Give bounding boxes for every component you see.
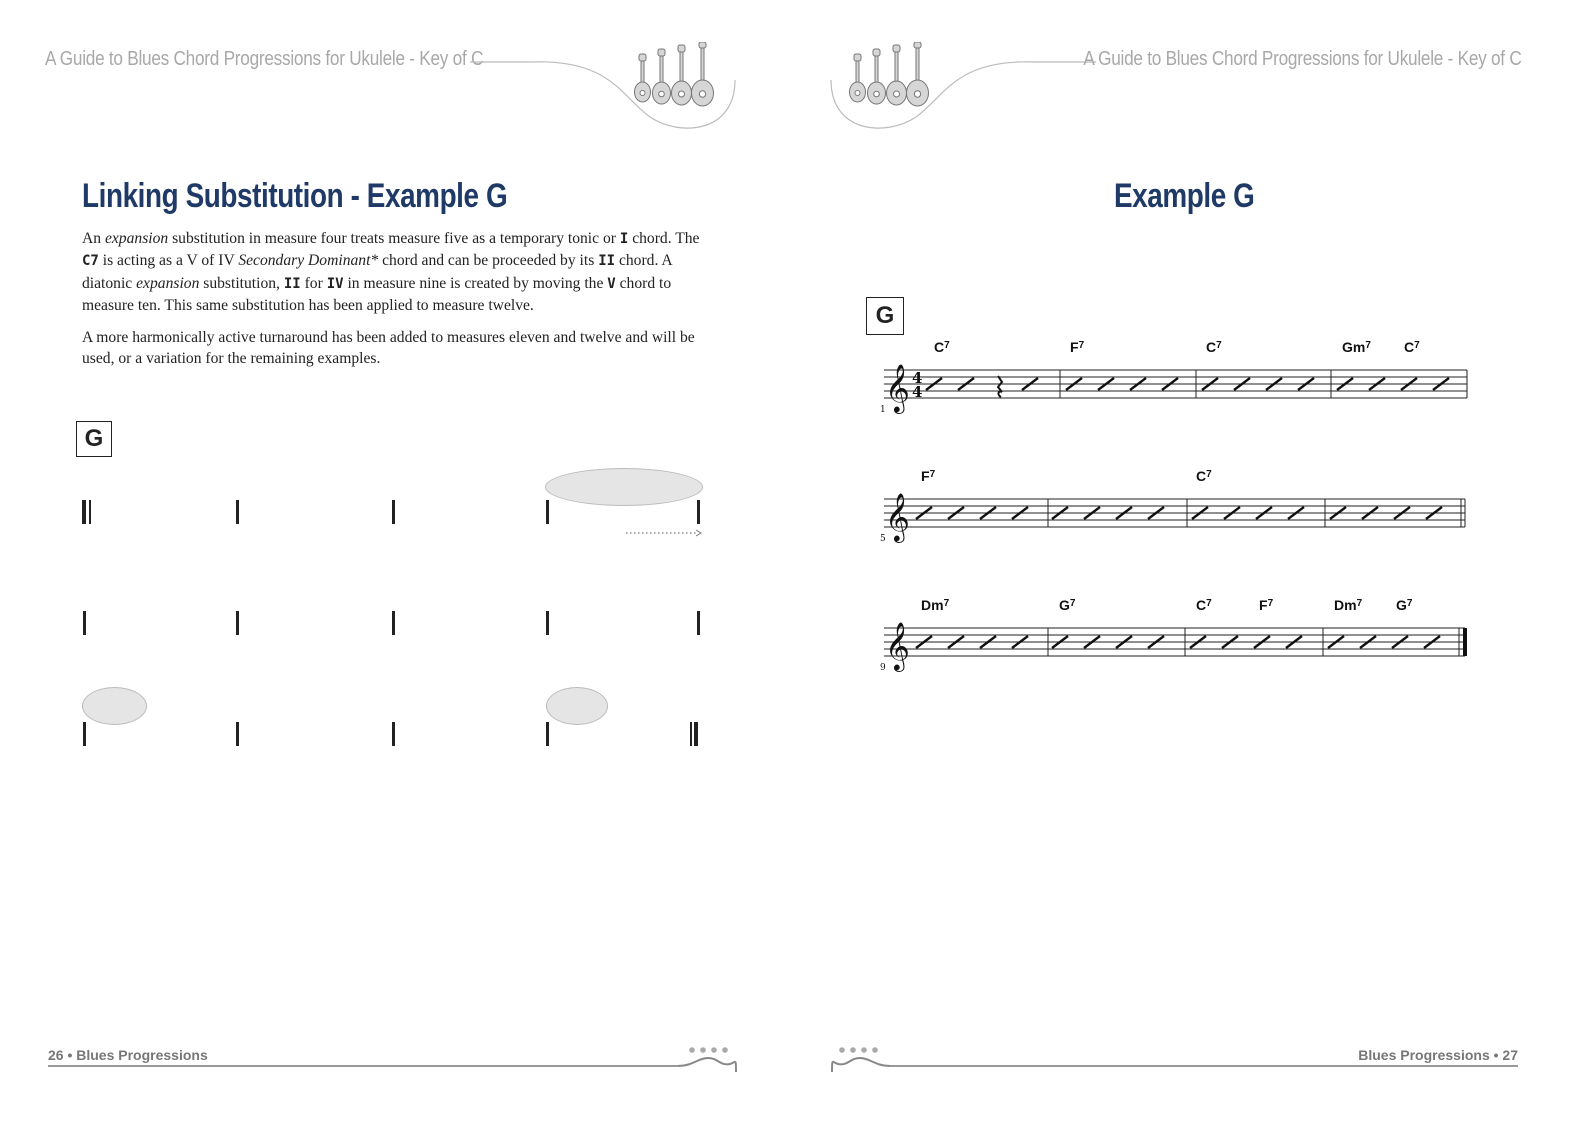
text-segment: substitution,: [199, 274, 284, 292]
quarter-rest-icon: [998, 376, 1002, 397]
page-title: Linking Substitution - Example G: [82, 177, 508, 215]
chord-root: C: [1206, 339, 1217, 355]
chord-extension: 7: [1069, 598, 1076, 609]
chord-symbol: [1196, 468, 1212, 484]
chord-root: Dm: [1334, 597, 1357, 613]
chord-extension: 7: [943, 598, 950, 609]
treble-clef-icon: 𝄞: [885, 492, 910, 541]
chord-symbol: [1259, 597, 1274, 613]
text-segment: II: [598, 253, 616, 270]
chord-extension: 7: [944, 340, 950, 351]
chord-extension: 7: [1206, 469, 1212, 480]
wave-decoration: [48, 1044, 740, 1074]
text-segment: in measure nine is created by moving the: [343, 274, 608, 292]
text-segment: I: [619, 231, 629, 247]
chord-symbol: [1334, 597, 1363, 613]
example-label-box: G: [76, 421, 112, 457]
text-segment: IV: [326, 275, 344, 292]
chord-symbol: [934, 339, 950, 355]
measure-number: 5: [880, 534, 886, 544]
measure-number: 9: [880, 663, 886, 673]
text-segment: II: [283, 275, 301, 292]
chord-root: C: [1196, 597, 1207, 613]
chord-extension: 7: [1356, 598, 1363, 609]
chord-extension: 7: [1365, 340, 1371, 351]
treble-clef-icon: 𝄞: [885, 621, 910, 670]
chord-symbol: [1059, 597, 1076, 613]
text-segment: C7: [82, 253, 99, 270]
chord-symbol: [921, 597, 950, 613]
header-title-left: A Guide to Blues Chord Progressions for Ukulele - Key of C: [45, 48, 484, 70]
footer-left: 26 • Blues Progressions: [48, 1047, 208, 1063]
paragraph-2: A more harmonically active turnaround has been added to measures eleven and twelve and will be used, or a variation for the remaining examples.: [82, 328, 695, 368]
text-segment: is acting as a V of IV: [98, 252, 239, 270]
example-label-box-right: G: [866, 297, 904, 335]
text-segment: An: [82, 230, 105, 247]
text-segment: expansion: [104, 230, 169, 247]
chord-root: C: [1404, 339, 1415, 355]
chord-root: F: [1070, 339, 1079, 355]
footer-right: Blues Progressions • 27: [1358, 1047, 1518, 1063]
text-segment: expansion: [136, 274, 200, 292]
text-segment: chord and can be proceeded by its: [378, 252, 599, 270]
chord-root: Dm: [921, 597, 944, 613]
chord-symbol: [1396, 597, 1413, 613]
measure-number: 1: [880, 405, 886, 415]
chord-extension: 7: [1206, 598, 1212, 609]
chord-symbol: [1342, 339, 1371, 355]
chord-extension: 7: [1267, 598, 1274, 609]
chord-root: F: [1259, 597, 1268, 613]
chord-root: Gm: [1342, 339, 1366, 355]
time-signature: 4: [912, 369, 923, 387]
example-title: Example G: [1114, 177, 1255, 215]
text-segment: chord. The: [628, 230, 700, 247]
text-segment: Secondary Dominant*: [238, 252, 379, 270]
chord-symbol: [1206, 339, 1222, 355]
text-segment: V: [607, 275, 616, 292]
time-signature: 4: [912, 383, 923, 401]
chord-symbol: [1404, 339, 1420, 355]
chord-root: C: [1196, 468, 1207, 484]
chord-root: G: [1059, 597, 1070, 613]
text-segment: substitution in measure four treats measure five as a temporary tonic or: [168, 230, 620, 247]
chord-extension: 7: [1216, 340, 1222, 351]
text-segment: for: [300, 274, 327, 292]
chord-symbol: [921, 468, 936, 484]
header-title-right: A Guide to Blues Chord Progressions for Ukulele - Key of C: [1083, 48, 1522, 70]
chord-extension: 7: [1078, 340, 1085, 351]
chord-root: C: [934, 339, 945, 355]
chord-symbol: [1070, 339, 1085, 355]
text-segment: chord to measure ten. This same substitution has been applied to measure twelve.: [82, 274, 672, 315]
chord-symbol: [1196, 597, 1212, 613]
chord-extension: 7: [929, 469, 936, 480]
chord-root: G: [1396, 597, 1407, 613]
text-segment: chord. A diatonic: [82, 252, 672, 292]
chord-root: F: [921, 468, 930, 484]
chord-extension: 7: [1406, 598, 1413, 609]
treble-clef-icon: 𝄞: [885, 363, 910, 412]
chord-extension: 7: [1414, 340, 1420, 351]
